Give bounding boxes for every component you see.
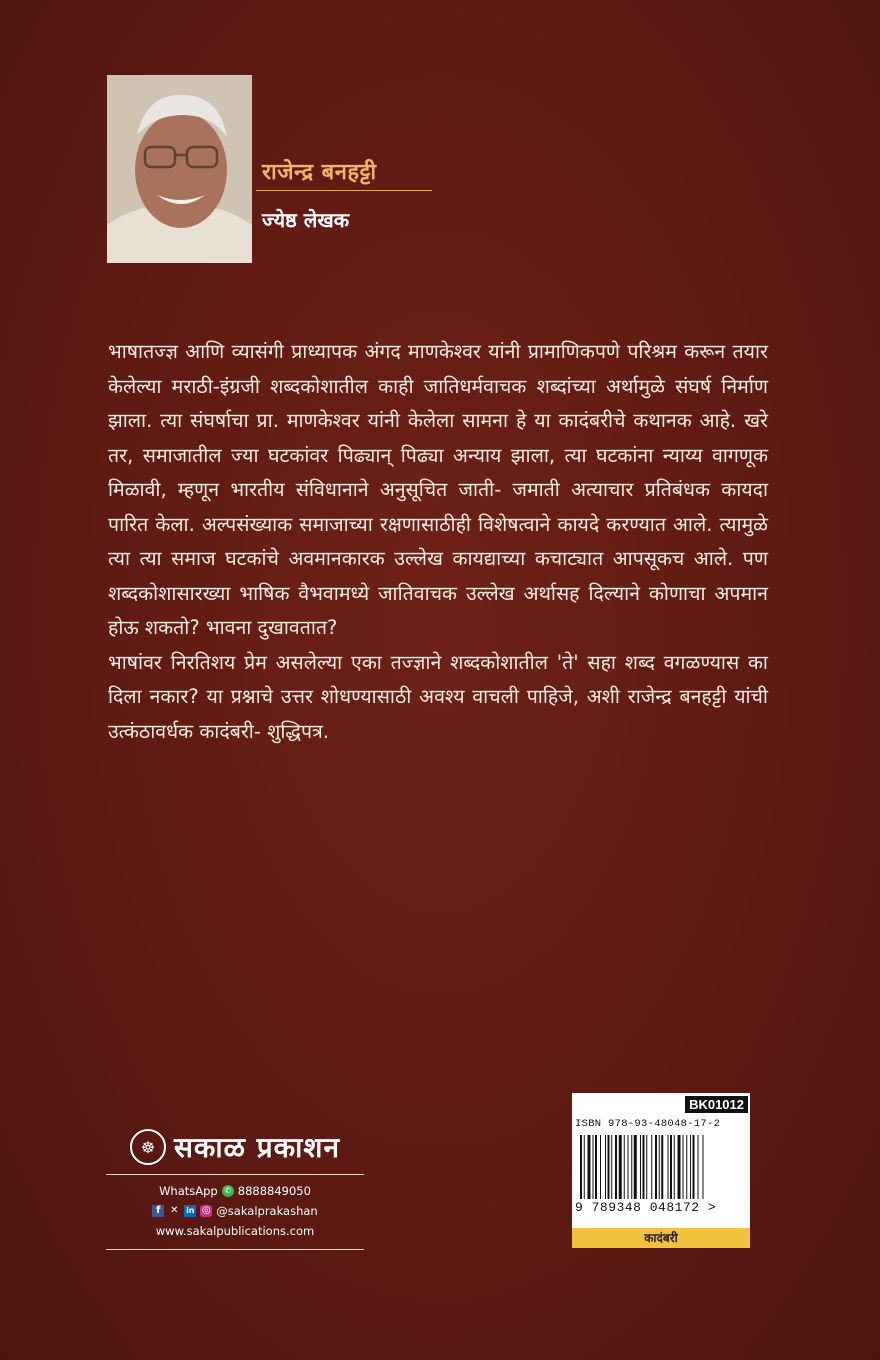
instagram-icon: ◎ [201, 1205, 211, 1216]
book-code: BK01012 [685, 1096, 748, 1113]
whatsapp-number: 8888849050 [237, 1184, 311, 1198]
barcode-bar [600, 1135, 601, 1199]
isbn-label: ISBN 978-93-48048-17-2 [575, 1118, 721, 1130]
x-icon: ✕ [170, 1205, 179, 1216]
barcode-bar [659, 1135, 660, 1199]
whatsapp-line [106, 1181, 364, 1201]
facebook-icon: f [152, 1205, 164, 1217]
barcode-bar [608, 1135, 610, 1199]
barcode-bar [661, 1135, 663, 1199]
barcode-bar [595, 1135, 597, 1199]
barcode-bar [670, 1135, 672, 1199]
sakal-logo-icon: ☸ [130, 1129, 166, 1165]
publisher-block [106, 1128, 364, 1256]
barcode-bar [690, 1135, 691, 1199]
barcode-bar [605, 1135, 606, 1199]
blurb-paragraph-2: भाषांवर निरतिशय प्रेम असलेल्या एका तज्ज्ञाने शब्दकोशातील 'ते' सहा शब्द वगळण्यास का दिला नकार? या प्रश्नाचे उत्तर शोधण्यासाठी अवश्य वाचली पाहिजे, अशी राजेन्द्र बनहट्टी यांची उत्कंठावर्धक कादंबरी- शुद्धिपत्र. [108, 650, 768, 743]
barcode-bar [693, 1135, 695, 1199]
barcode-bar [683, 1135, 684, 1199]
publisher-name: सकाळ प्रकाशन [174, 1131, 340, 1164]
publisher-logo [106, 1128, 364, 1166]
barcode-bar [619, 1135, 622, 1199]
barcode-bar [631, 1135, 632, 1199]
whatsapp-label: WhatsApp [159, 1184, 218, 1198]
barcode-bar [643, 1135, 645, 1199]
barcode-bar [651, 1135, 652, 1199]
website-url: www.sakalpublications.com [155, 1224, 315, 1238]
divider [256, 190, 432, 191]
divider [106, 1174, 364, 1175]
barcode-bar [588, 1135, 591, 1199]
barcode-bar [668, 1135, 669, 1199]
barcode-bar [640, 1135, 641, 1199]
barcode-bar [611, 1135, 612, 1199]
barcode-bar [703, 1135, 704, 1199]
linkedin-icon: in [186, 1206, 195, 1215]
barcode-bar [686, 1135, 687, 1199]
blurb-paragraph-1: भाषातज्ज्ञ आणि व्यासंगी प्राध्यापक अंगद माणकेश्वर यांनी प्रामाणिकपणे परिश्रम करून तयार केलेल्या मराठी-इंग्रजी शब्दकोशातील काही जातिधर्मवाचक शब्दांच्या अर्थामुळे संघर्ष निर्माण झाला. त्या संघर्षाचा प्रा. माणकेश्वर यांनी केलेला सामना हे या कादंबरीचे कथानक आहे. खरे तर, समाजातील ज्या घटकांवर पिढ्यान् पिढ्या अन्याय झाला, त्या घटकांना न्याय्य वागणूक मिळावी, म्हणून भारतीय संविधानाने अनुसूचित जाती- जमाती अत्याचार प्रतिबंधक कायदा पारित केला. अल्पसंख्याक समाजाच्या रक्षणासाठीही विशेषत्वाने कायदे करण्यात आले. त्यामुळे त्या त्या समाज घटकांचे अवमानकारक उल्लेख कायद्याच्या कचाट्यात आपसूकच आले. पण शब्दकोशासारख्या भाषिक वैभवामध्ये जातिवाचक उल्लेख अर्थासह दिल्याने कोणाचा अपमान होऊ शकतो? भावना दुखावतात? [108, 340, 768, 639]
barcode-bars [580, 1135, 742, 1199]
barcode-bar [580, 1135, 582, 1199]
genre-label: कादंबरी [572, 1228, 750, 1248]
whatsapp-icon: ✆ [222, 1185, 234, 1197]
author-name: राजेन्द्र बनहट्टी [262, 160, 377, 185]
website-line [106, 1221, 364, 1241]
barcode-bar [584, 1135, 585, 1199]
barcode-bar [646, 1135, 647, 1199]
barcode-bar [628, 1135, 629, 1199]
divider [106, 1249, 364, 1250]
barcode-digits: 9 789348 048172 > [575, 1200, 717, 1215]
barcode-bar [674, 1135, 675, 1199]
author-role: ज्येष्ठ लेखक [262, 208, 350, 232]
book-blurb [108, 335, 768, 749]
social-handle: @sakalprakashan [216, 1204, 318, 1218]
barcode-bar [615, 1135, 617, 1199]
barcode-box [572, 1093, 750, 1248]
barcode-bar [678, 1135, 681, 1199]
barcode-bar [593, 1135, 594, 1199]
barcode-bar [624, 1135, 625, 1199]
barcode-bar [698, 1135, 699, 1199]
author-photo [107, 75, 252, 263]
social-line [106, 1201, 364, 1221]
barcode-bar [634, 1135, 637, 1199]
barcode-bar [655, 1135, 657, 1199]
